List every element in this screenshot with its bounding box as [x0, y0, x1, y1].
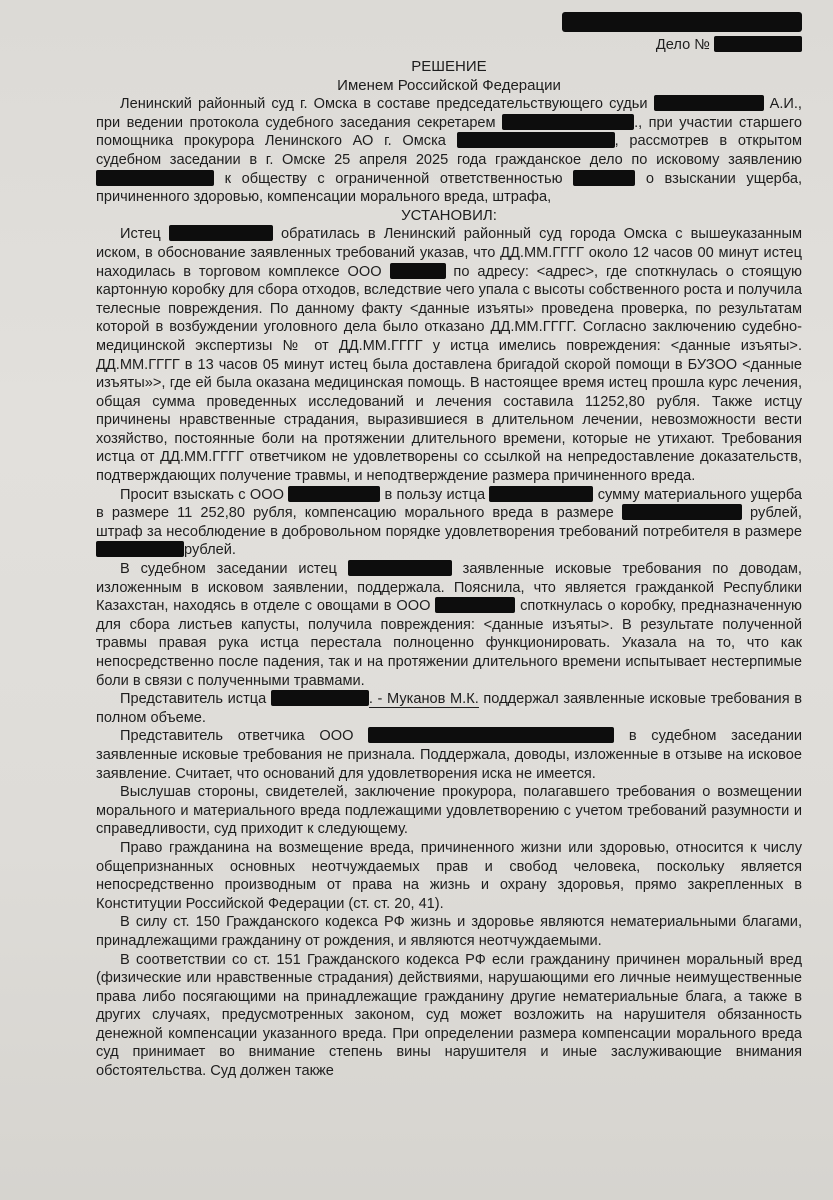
redaction-defendant [573, 170, 635, 186]
paragraph-plaintiff-rep: Представитель истца . - Муканов М.К. поддержал заявленные исковые требования в полном объеме. [96, 691, 802, 726]
redaction-amount [622, 504, 742, 520]
paragraph-hearing: В судебном заседании истец заявленные исковые требования по доводам, изложенным в исковом заявлении, поддержала. Пояснила, что является гражданкой Республики Казахстан, находясь в отделе с овощами в ООО споткнулась о коробку, предназначенную для сбора листьев капусты, получила повреждения: <данные изъяты>. В результате полученной травмы правая рука истца перестала полноценно функционировать. Указала на то, что как непосредственно после падения, так и на протяжении длительного времени испытывает нестерпимые боли в связи с полученными травмами. [96, 561, 802, 689]
document-body [96, 12, 802, 1081]
paragraph-right-to-compensation: Право гражданина на возмещение вреда, причиненного жизни или здоровью, относится к числу общепризнанных основных неотчуждаемых прав и свобод человека, поскольку является непосредственно производным от права на жизнь и охрану здоровья, прямо закрепленных в Конституции Российской Федерации (ст. ст. 20, 41). [96, 839, 802, 912]
redaction-secretary [502, 114, 634, 130]
redaction-company [288, 486, 380, 502]
redaction-header [562, 12, 802, 32]
document-title: РЕШЕНИЕ [411, 58, 487, 75]
redaction-plaintiff [96, 170, 214, 186]
redaction-plaintiff [169, 225, 273, 241]
redaction-plaintiff [489, 486, 593, 502]
intro-paragraph: Ленинский районный суд г. Омска в составе председательствующего судьи А.И., при ведении протокола судебного заседания секретарем ., при участии старшего помощника прокурора Ленинского АО г. Омска , рассмотрев в открытом судебном заседании в г. Омске 25 апреля 2025 года гражданское дело по исковому заявлению к обществу с ограниченной ответственностью о взыскании ущерба, причиненного здоровью, компенсации морального вреда, штрафа, [96, 96, 803, 206]
redaction-prosecutor [457, 132, 615, 148]
redaction-amount [96, 541, 184, 557]
paragraph-claim: Истец обратилась в Ленинский районный суд города Омска с вышеуказанным иском, в обоснование заявленных требований указав, что ДД.ММ.ГГГГ около 12 часов 00 минут истец находилась в торговом комплексе ООО по адресу: <адрес>, где споткнулась о стоящую картонную коробку для сбора отходов, вследствие чего упала с высоты собственного роста и получила телесные повреждения. По данному факту <данные изъяты» проведена проверка, по результатам которой в возбуждении уголовного дела было отказано ДД.ММ.ГГГГ. Согласно заключению судебно-медицинской экспертизы № от ДД.ММ.ГГГГ у истца имелись повреждения: <данные изъяты>. ДД.ММ.ГГГГ в 13 часов 05 минут истец была доставлена бригадой скорой помощи в БУЗОО <данные изъяты»>, где ей была оказана медицинская помощь. В настоящее время истец прошла курс лечения, общая сумма проведенных исследований и лечения составила 11252,80 рубля. Также истцу причинены нравственные страдания, выразившиеся в длительном лечении, невозможности вести хозяйство, постоянные боли на протяжении длительного времени, которые не утихают. Требования истца от ДД.ММ.ГГГГ ответчиком не удовлетворены со ссылкой на непредоставление доказательств, подтверждающих получение травмы, и неподтверждение размера причиненного вреда. [96, 226, 802, 485]
redaction-company [435, 597, 515, 613]
redaction-plaintiff [348, 560, 452, 576]
document-subtitle: Именем Российской Федерации [337, 76, 561, 94]
redaction-representative [271, 690, 369, 706]
paragraph-defendant-rep: Представитель ответчика ООО в судебном заседании заявленные исковые требования не признала. Поддержала, доводы, изложенные в отзыве на исковое заявление. Считает, что оснований для удовлетворения иска не имеется. [96, 728, 803, 782]
paragraph-conclusion: Выслушав стороны, свидетелей, заключение прокурора, полагавшего требования о возмещении морального и материального вреда подлежащими удовлетворению с учетом требований разумности и справедливости, суд приходит к следующему. [96, 784, 802, 838]
header [96, 12, 802, 56]
paragraph-article-151: В соответствии со ст. 151 Гражданского кодекса РФ если гражданину причинен моральный вред (физические или нравственные страдания) действиями, нарушающими его личные неимущественные права либо посягающими на принадлежащие гражданину другие нематериальные блага, а также в других случаях, предусмотренных законом, суд может возложить на нарушителя обязанность денежной компенсации указанного вреда. При определении размера компенсации морального вреда суд принимает во внимание степень вины нарушителя и иные заслуживающие внимания обстоятельства. Суд должен также [96, 951, 802, 1080]
paragraph-article-150: В силу ст. 150 Гражданского кодекса РФ жизнь и здоровье являются нематериальными благами, принадлежащими гражданину от рождения, и являются неотчуждаемыми. [96, 914, 802, 949]
paragraph-request: Просит взыскать с ООО в пользу истца сумму материального ущерба в размере 11 252,80 рубля, компенсацию морального вреда в размере рублей, штраф за несоблюдение в добровольном порядке удовлетворения требований потребителя в размере рублей. [96, 486, 802, 559]
case-number [656, 36, 802, 55]
section-heading: УСТАНОВИЛ: [401, 206, 497, 224]
redaction-judge [654, 95, 764, 111]
representative-name: . - Муканов М.К. [368, 691, 479, 708]
redaction-case-number [714, 36, 802, 52]
redaction-company [368, 727, 614, 743]
case-label: Дело № [655, 37, 710, 53]
redaction-company [390, 263, 446, 279]
